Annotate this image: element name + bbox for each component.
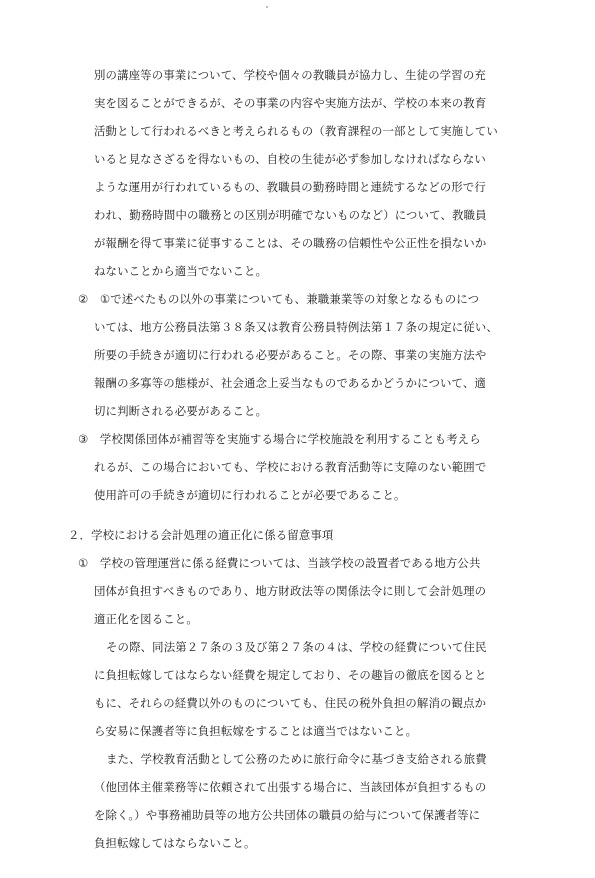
text-line: 切に判断される必要があること。	[94, 404, 268, 418]
text-line: その際、同法第２７条の３及び第２７条の４は、学校の経費について住民	[106, 640, 487, 654]
list-item-3: ③ 学校関係団体が補習等を実施する場合に学校施設を利用することも考えら	[78, 432, 481, 446]
scan-speck	[266, 6, 268, 8]
text-line: また、学校教育活動として公務のために旅行命令に基づき支給される旅費	[106, 752, 487, 766]
text-line: が報酬を得て事業に従事することは、その職務の信頼性や公正性を損ないか	[94, 236, 487, 250]
text-line: 活動として行われるべきと考えられるもの（教育課程の一部として実施してい	[94, 124, 498, 138]
text-line: 団体が負担すべきものであり、地方財政法等の関係法令に則して会計処理の	[94, 584, 487, 598]
text-line: 負担転嫁してはならないこと。	[94, 836, 256, 850]
text-line: に負担転嫁してはならない経費を規定しており、その趣旨の徹底を図るとと	[94, 668, 487, 682]
text-line: われ、勤務時間中の職務との区別が明確でないものなど）について、教職員	[94, 208, 487, 222]
text-line: を除く。）や事務補助員等の地方公共団体の職員の給与について保護者等に	[94, 808, 481, 822]
text-line: ような運用が行われているもの、教職員の勤務時間と連続するなどの形で行	[94, 180, 486, 194]
text-line: いては、地方公務員法第３８条又は教育公務員特例法第１７条の規定に従い、	[94, 320, 498, 334]
text-line: ら安易に保護者等に負担転嫁をすることは適当ではないこと。	[94, 724, 418, 738]
text-line: 実を図ることができるが、その事業の内容や実施方法が、学校の本来の教育	[94, 96, 487, 110]
text-line: いると見なさざるを得ないもの、自校の生徒が必ず参加しなければならない	[94, 152, 486, 166]
text-line: 使用許可の手続きが適切に行われることが必要であること。	[94, 488, 406, 502]
text-line: れるが、この場合においても、学校における教育活動等に支障のない範囲で	[94, 460, 487, 474]
list-item-2: ② ①で述べたもの以外の事業についても、兼職兼業等の対象となるものにつ	[78, 292, 480, 306]
section-heading: ２．学校における会計処理の適正化に係る留意事項	[68, 528, 334, 542]
text-line: もに、それらの経費以外のものについても、住民の税外負担の解消の観点か	[94, 696, 487, 710]
list-item-1: ① 学校の管理運営に係る経費については、当該学校の設置者である地方公共	[78, 556, 481, 570]
text-line: （他団体主催業務等に依頼されて出張する場合に、当該団体が負担するもの	[94, 780, 487, 794]
text-line: 所要の手続きが適切に行われる必要があること。その際、事業の実施方法や	[94, 348, 487, 362]
text-line: 報酬の多寡等の態様が、社会通念上妥当なものであるかどうかについて、適	[94, 376, 486, 390]
text-line: 別の講座等の事業について、学校や個々の教職員が協力し、生徒の学習の充	[94, 68, 486, 82]
text-line: ねないことから適当でないこと。	[94, 264, 268, 278]
text-line: 適正化を図ること。	[94, 612, 198, 626]
